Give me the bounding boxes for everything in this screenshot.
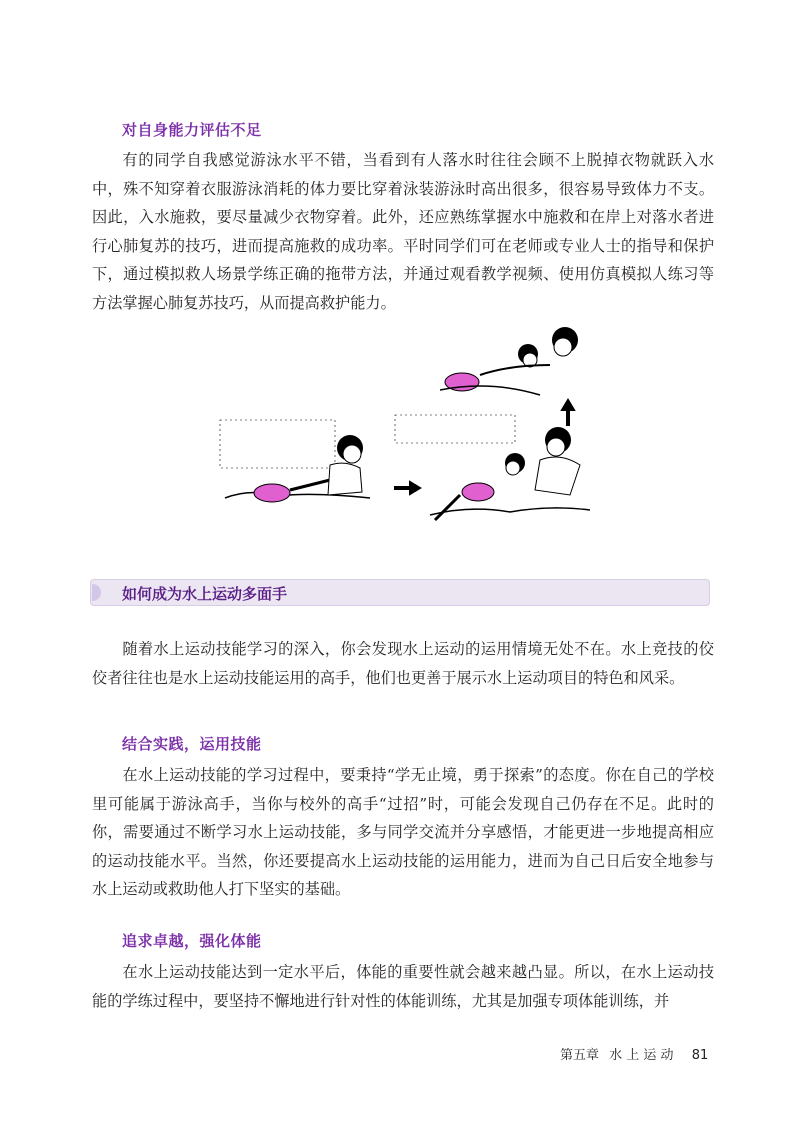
paragraph-practice: 在水上运动技能的学习过程中，要秉持“学无止境，勇于探索”的态度。你在自己的学校里可能属于游泳高手，当你与校外的高手“过招”时，可能会发现自己仍存在不足。此时的你，需要通过不断学习水上运动技能，多与同学交流并分享感悟，才能更进一步地提高相应的运动技能水平。当然，你还要提高水上运动技能的运用能力，进而为自己日后安全地参与水上运动或救助他人打下坚实的基础。	[92, 766, 714, 899]
page-footer	[560, 1044, 714, 1063]
heading-self-assessment: 对自身能力评估不足	[122, 121, 262, 139]
panel-approach	[220, 420, 370, 502]
banner-tab	[92, 584, 101, 601]
paragraph-excellence: 在水上运动技能达到一定水平后，体能的重要性就会越来越凸显。所以，在水上运动技能的学练过程中，要坚持不懈地进行针对性的体能训练，尤其是加强专项体能训练，并	[92, 963, 714, 1010]
heading-excellence: 追求卓越，强化体能	[122, 932, 262, 950]
heading-practice: 结合实践，运用技能	[122, 735, 262, 753]
arrow-up-icon	[562, 400, 574, 425]
page-number: 81	[691, 1048, 709, 1063]
panel-tow	[395, 415, 590, 520]
paragraph-intro: 随着水上运动技能学习的深入，你会发现水上运动的运用情境无处不在。水上竞技的佼佼者往往也是水上运动技能运用的高手，他们也更善于展示水上运动项目的特色和风采。	[92, 640, 714, 687]
paragraph-self-assessment: 有的同学自我感觉游泳水平不错，当看到有人落水时往往会顾不上脱掉衣物就跃入水中，殊不知穿着衣服游泳消耗的体力要比穿着泳装游泳时高出很多，很容易导致体力不支。因此，入水施救，要尽量减少衣物穿着。此外，还应熟练掌握水中施救和在岸上对落水者进行心肺复苏的技巧，进而提高施救的成功率。平时同学们可在老师或专业人士的指导和保护下，通过模拟救人场景学练正确的拖带方法，并通过观看教学视频、使用仿真模拟人练习等方法掌握心肺复苏技巧，从而提高救护能力。	[92, 151, 714, 312]
panel-lift	[440, 327, 578, 395]
banner-title: 如何成为水上运动多面手	[122, 585, 288, 603]
rescue-illustration	[210, 320, 610, 540]
section-banner	[90, 579, 710, 606]
footer-chapter: 第五章	[560, 1048, 600, 1063]
footer-title: 水 上 运 动	[609, 1048, 674, 1063]
arrow-right-icon	[395, 482, 420, 494]
